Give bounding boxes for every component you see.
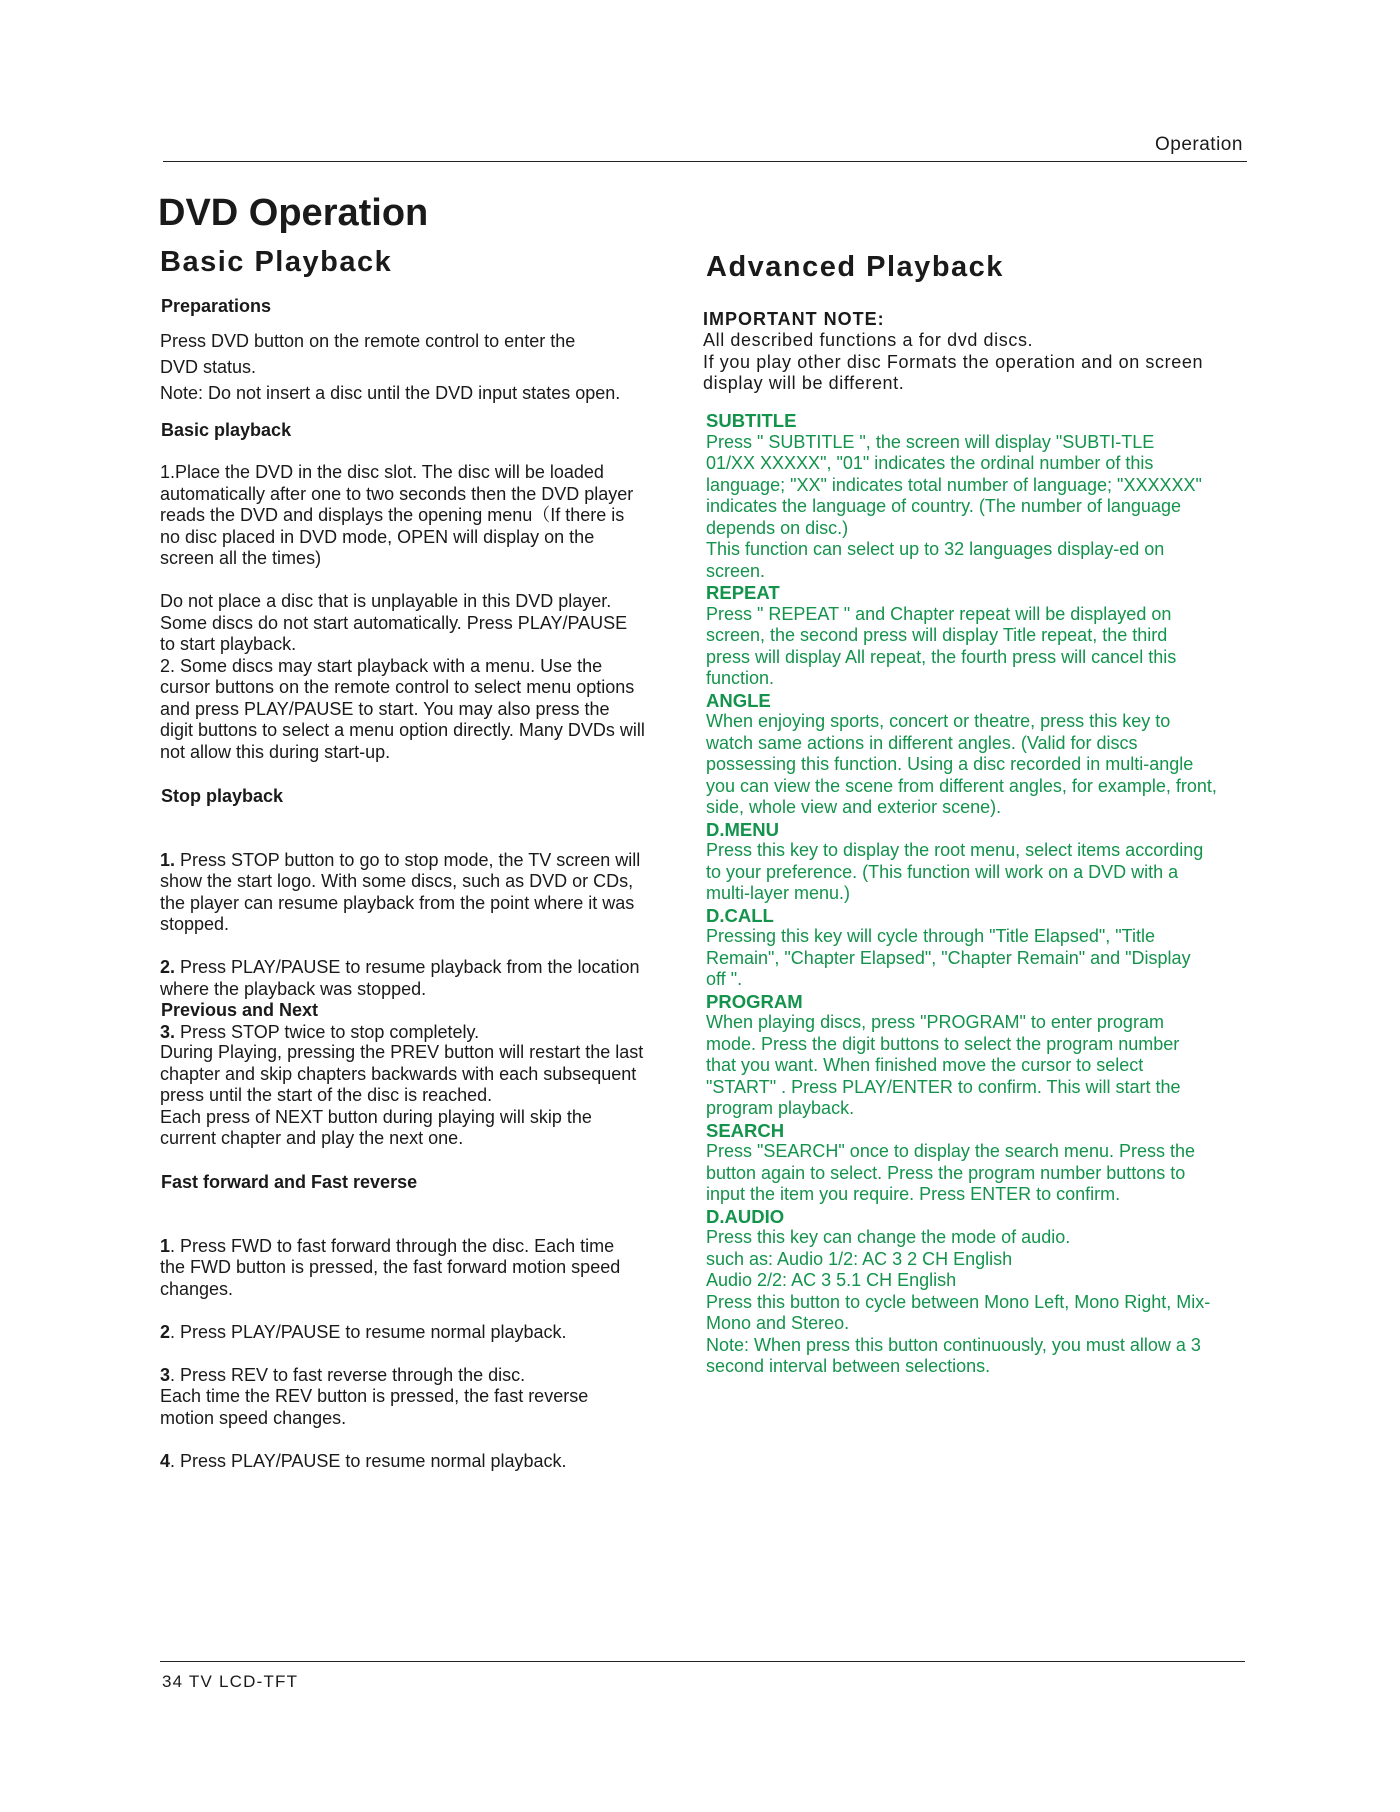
function-item-angle bbox=[706, 690, 1266, 819]
list-item-number: 2. bbox=[160, 957, 176, 977]
footer-text: 34 TV LCD-TFT bbox=[162, 1672, 299, 1691]
previous-next-text: During Playing, pressing the PREV button will restart the last chapter and skip chapters backwards with each subsequent press until the start of the disc is reached. Each press of NEXT button during playing will skip the current chapter and play the next one. bbox=[160, 1042, 644, 1148]
function-heading: D.CALL bbox=[706, 904, 774, 926]
advanced-playback-title: Advanced Playback bbox=[706, 251, 1004, 283]
function-item-program bbox=[706, 991, 1266, 1120]
function-description: Press this key to display the root menu, select items according to your preference. (This function will work on a DVD with a multi-layer menu.) bbox=[706, 840, 1204, 903]
function-description: When enjoying sports, concert or theatre, press this key to watch same actions in different angles. (Valid for discs possessing this function. Using a disc recorded in multi-angle you can view the scene from different angles, for example, front, side, whole view and exterior scene). bbox=[706, 711, 1217, 817]
function-item-subtitle bbox=[706, 410, 1266, 582]
list-item-text: Press PLAY/PAUSE to resume playback from the location where the playback was stopped. bbox=[160, 957, 640, 999]
function-description: Press "SEARCH" once to display the search menu. Press the button again to select. Press the program number buttons to input the item you require. Press ENTER to confirm. bbox=[706, 1141, 1195, 1204]
list-item-text: . Press FWD to fast forward through the disc. Each time the FWD button is pressed, the fast forward motion speed changes. bbox=[160, 1235, 621, 1299]
list-item bbox=[160, 1022, 700, 1044]
function-heading: SEARCH bbox=[706, 1119, 785, 1141]
function-heading: REPEAT bbox=[706, 582, 780, 603]
basic-playback-title: Basic Playback bbox=[160, 246, 393, 278]
top-rule bbox=[163, 161, 1247, 162]
function-heading: ANGLE bbox=[706, 689, 771, 711]
list-item-text: Press STOP twice to stop completely. bbox=[175, 1021, 480, 1042]
function-description: Press " REPEAT " and Chapter repeat will be displayed on screen, the second press will display Title repeat, the third press will display All repeat, the fourth press will cancel this function. bbox=[706, 603, 1177, 688]
list-item bbox=[160, 957, 700, 1000]
function-description: Press this key can change the mode of audio. such as: Audio 1/2: AC 3 2 CH English Audio 2/2: AC 3 5.1 CH English Press this button to cycle between Mono Left, Mono Right, Mix- Mono and Stereo. Note: When press this button continuously, you must allow a 3 second interval between selections. bbox=[706, 1227, 1211, 1376]
function-heading: D.MENU bbox=[706, 818, 779, 840]
list-item-number: 2 bbox=[160, 1321, 171, 1342]
fast-forward-heading: Fast forward and Fast reverse bbox=[161, 1172, 418, 1192]
preparations-text: Press DVD button on the remote control to enter the DVD status. Note: Do not insert a disc until the DVD input states open. bbox=[160, 331, 621, 403]
fast-forward-list bbox=[160, 1214, 700, 1494]
list-item bbox=[160, 1451, 700, 1473]
function-heading: PROGRAM bbox=[706, 990, 803, 1012]
page-title: DVD Operation bbox=[158, 192, 429, 234]
important-note-text: All described functions a for dvd discs. If you play other disc Formats the operation and on screen display will be different. bbox=[703, 330, 1204, 393]
preparations-heading: Preparations bbox=[161, 296, 272, 316]
list-item-number: 1. bbox=[160, 849, 176, 870]
function-description: Press " SUBTITLE ", the screen will display "SUBTI-TLE 01/XX XXXXX", "01" indicates the ordinal number of this language; "XX" indicates total number of language; "XXXXXX" indicates the language of country. (The number of language depends on disc.) This function can select up to 32 languages display-ed on screen. bbox=[706, 431, 1202, 581]
function-item-daudio bbox=[706, 1206, 1266, 1378]
function-description: Pressing this key will cycle through "Title Elapsed", "Title Remain", "Chapter Elapsed", "Chapter Remain" and "Display off ". bbox=[706, 926, 1191, 989]
function-item-search bbox=[706, 1120, 1266, 1206]
advanced-functions-list bbox=[706, 410, 1266, 1378]
function-item-dmenu bbox=[706, 819, 1266, 905]
list-item-number: 3. bbox=[160, 1021, 176, 1042]
function-item-repeat bbox=[706, 582, 1266, 690]
list-item-number: 3 bbox=[160, 1364, 171, 1385]
list-item-number: 1 bbox=[160, 1235, 171, 1256]
stop-playback-heading: Stop playback bbox=[161, 786, 284, 806]
previous-next-heading: Previous and Next bbox=[161, 1000, 319, 1020]
list-item-text: Press STOP button to go to stop mode, the TV screen will show the start logo. With some discs, such as DVD or CDs, the player can resume playback from the point where it was stopped. bbox=[160, 849, 641, 934]
list-item-number: 4 bbox=[160, 1450, 171, 1471]
list-item bbox=[160, 1322, 700, 1344]
list-item-text: . Press PLAY/PAUSE to resume normal playback. bbox=[170, 1321, 567, 1342]
list-item-text: . Press REV to fast reverse through the disc. Each time the REV button is pressed, the fast reverse motion speed changes. bbox=[160, 1364, 589, 1428]
list-item bbox=[160, 1236, 700, 1301]
list-item bbox=[160, 1365, 700, 1430]
list-item bbox=[160, 850, 700, 936]
stop-playback-list bbox=[160, 828, 700, 1065]
function-heading: D.AUDIO bbox=[706, 1205, 785, 1227]
function-heading: SUBTITLE bbox=[706, 410, 797, 431]
important-note-label: IMPORTANT NOTE: bbox=[703, 309, 885, 329]
section-label: Operation bbox=[1155, 134, 1243, 155]
list-item-text: . Press PLAY/PAUSE to resume normal playback. bbox=[170, 1450, 567, 1471]
bottom-rule bbox=[160, 1661, 1245, 1662]
basic-playback-text-2: Do not place a disc that is unplayable in this DVD player. Some discs do not start automatically. Press PLAY/PAUSE to start playback. 2. Some discs may start playback with a menu. Use the cursor buttons on the remote control to select menu options and press PLAY/PAUSE to start. You may also press the digit buttons to select a menu option directly. Many DVDs will not allow this during start-up. bbox=[160, 591, 645, 762]
function-description: When playing discs, press "PROGRAM" to enter program mode. Press the digit buttons to select the program number that you want. When finished move the cursor to select "START" . Press PLAY/ENTER to confirm. This will start the program playback. bbox=[706, 1012, 1181, 1118]
basic-playback-heading: Basic playback bbox=[161, 420, 292, 440]
function-item-dcall bbox=[706, 905, 1266, 991]
basic-playback-text-1: 1.Place the DVD in the disc slot. The disc will be loaded automatically after one to two seconds then the DVD player reads the DVD and displays the opening menu（If there is no disc placed in DVD mode, OPEN will display on the screen all the times) bbox=[160, 462, 634, 568]
